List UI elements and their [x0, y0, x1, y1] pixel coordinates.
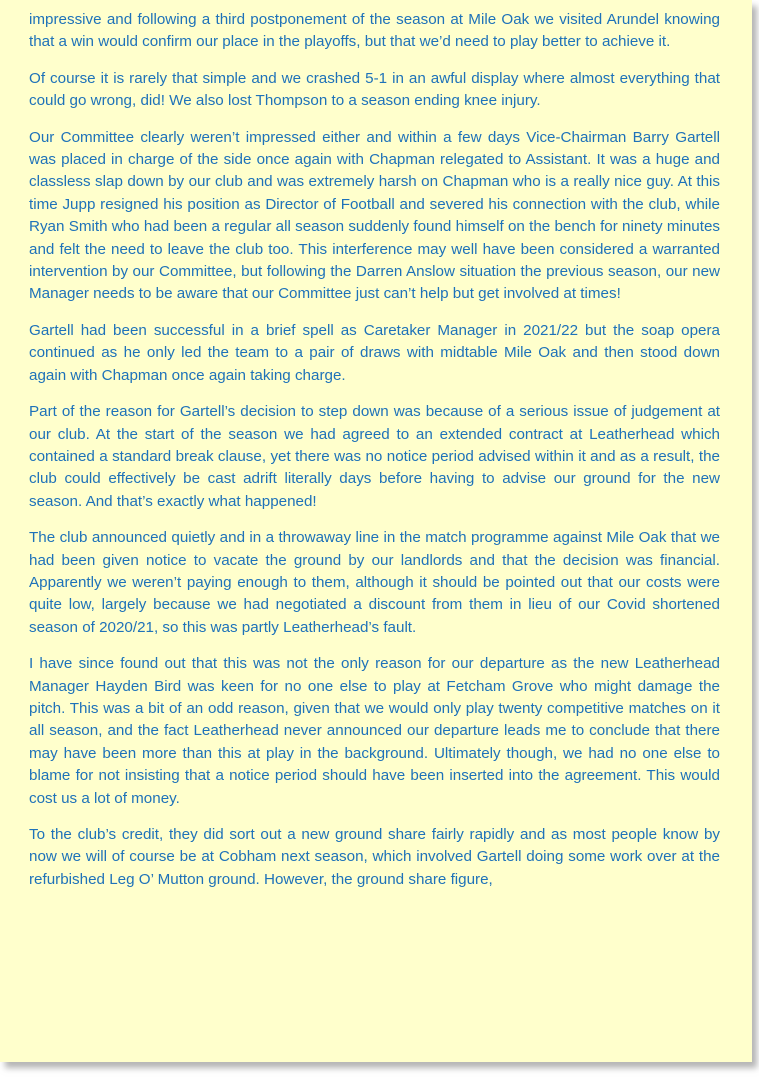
paragraph-3: Our Committee clearly weren’t impressed either and within a few days Vice-Chairman Barry Gartell was placed in charge of the side once again with Chapman relegated to Assistant. It was a huge and classless slap down by our club and was extremely harsh on Chapman who is a really nice guy. At this time Jupp resigned his position as Director of Football and severed his connection with the club, while Ryan Smith who had been a regular all season suddenly found himself on the bench for ninety minutes and felt the need to leave the club too. This interference may well have been considered a warranted intervention by our Committee, but following the Darren Anslow situation the previous season, our new Manager needs to be aware that our Committee just can’t help but get involved at times! [29, 128, 720, 303]
article-text [29, 9, 720, 891]
paragraph-1: impressive and following a third postponement of the season at Mile Oak we visited Arundel knowing that a win would confirm our place in the playoffs, but that we’d need to play better to achieve it. [29, 11, 720, 51]
paragraph-7: I have since found out that this was not the only reason for our departure as the new Leatherhead Manager Hayden Bird was keen for no one else to play at Fetcham Grove who might damage the pitch. This was a bit of an odd reason, given that we would only play twenty competitive matches on it all season, and the fact Leatherhead never announced our departure leads me to conclude that there may have been more than this at play in the background. Ultimately though, we had no one else to blame for not insisting that a notice period should have been inserted into the agreement. This would cost us a lot of money. [29, 655, 720, 807]
paragraph-6: The club announced quietly and in a throwaway line in the match programme against Mile Oak that we had been given notice to vacate the ground by our landlords and that the decision was financial. Apparently we weren’t paying enough to them, although it should be pointed out that our costs were quite low, largely because we had negotiated a discount from them in lieu of our Covid shortened season of 2020/21, so this was partly Leatherhead’s fault. [29, 529, 720, 636]
paragraph-2: Of course it is rarely that simple and we crashed 5-1 in an awful display where almost everything that could go wrong, did! We also lost Thompson to a season ending knee injury. [29, 69, 720, 110]
paragraph-4: Gartell had been successful in a brief spell as Caretaker Manager in 2021/22 but the soap opera continued as he only led the team to a pair of draws with midtable Mile Oak and then stood down again with Chapman once again taking charge. [29, 321, 720, 384]
paragraph-5: Part of the reason for Gartell’s decision to step down was because of a serious issue of judgement at our club. At the start of the season we had agreed to an extended contract at Leatherhead which contained a standard break clause, yet there was no notice period advised within it and as a result, the club could effectively be cast adrift literally days before having to advise our ground for the new season. And that’s exactly what happened! [29, 403, 720, 510]
paragraph-8: To the club’s credit, they did sort out a new ground share fairly rapidly and as most people know by now we will of course be at Cobham next season, which involved Gartell doing some work over at the refurbished Leg O’ Mutton ground. However, the ground share figure, [29, 826, 720, 888]
